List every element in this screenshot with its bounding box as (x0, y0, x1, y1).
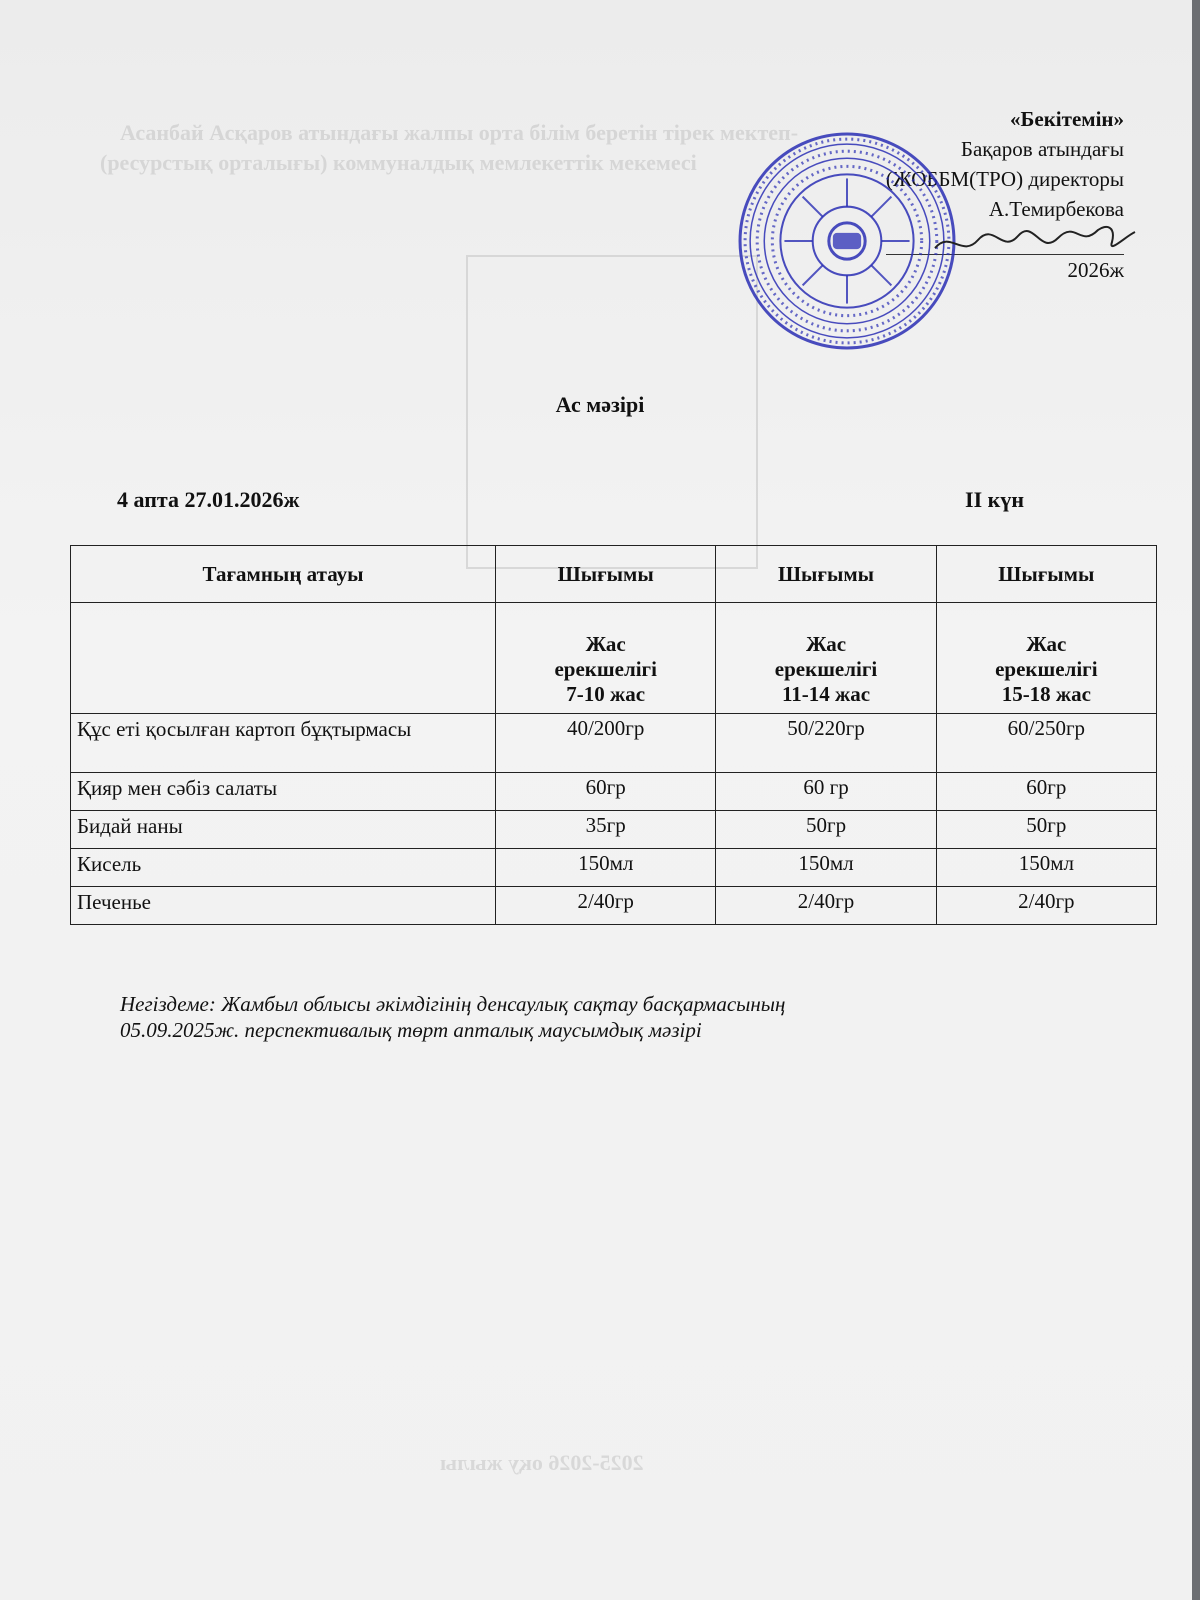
bleed-through-header-1: Асанбай Асқаров атындағы жалпы орта білім беретін тірек мектеп- (120, 120, 799, 145)
yield-value: 2/40гр (716, 887, 936, 925)
yield-value: 60гр (936, 773, 1156, 811)
yield-value: 35гр (496, 811, 716, 849)
dish-name: Құс еті қосылған картоп бұқтырмасы (71, 714, 496, 773)
age-group-row (71, 603, 1157, 714)
director-signature (930, 218, 1140, 268)
bleed-through-footer: 2025-2026 оқу жылы (440, 1450, 644, 1475)
basis-line-2: 05.09.2025ж. перспективалық төрт апталық маусымдық мәзірі (120, 1018, 702, 1042)
dish-name: Кисель (71, 849, 496, 887)
approval-line-2: (ЖОББМ(ТРО) директоры (885, 167, 1124, 191)
yield-value: 60/250гр (936, 714, 1156, 773)
age-group-cell: Жас ерекшелігі 7-10 жас (496, 603, 716, 714)
table-row (71, 811, 1157, 849)
table-row (71, 714, 1157, 773)
header-yield-2: Шығымы (716, 546, 936, 603)
yield-value: 60гр (496, 773, 716, 811)
table-header-row (71, 546, 1157, 603)
page-title: Ас мәзірі (555, 392, 645, 417)
bleed-through-header-2: (ресурстық орталығы) коммуналдық мемлекеттік мекемесі (100, 150, 697, 175)
yield-value: 150мл (936, 849, 1156, 887)
yield-value: 2/40гр (936, 887, 1156, 925)
header-yield-1: Шығымы (496, 546, 716, 603)
yield-value: 50гр (716, 811, 936, 849)
yield-value: 40/200гр (496, 714, 716, 773)
approval-heading: «Бекітемін» (1009, 107, 1124, 131)
age-group-empty-cell (71, 603, 496, 714)
week-date-label: 4 апта 27.01.2026ж (117, 487, 300, 512)
yield-value: 150мл (496, 849, 716, 887)
approval-signatory: А.Темирбекова (988, 197, 1124, 221)
age-group-cell: Жас ерекшелігі 15-18 жас (936, 603, 1156, 714)
official-seal-stamp (736, 130, 958, 352)
dish-name: Печенье (71, 887, 496, 925)
menu-table (70, 545, 1157, 925)
basis-note (120, 991, 785, 1043)
basis-line-1: Негіздеме: Жамбыл облысы әкімдігінің денсаулық сақтау басқармасының (120, 992, 786, 1016)
yield-value: 50/220гр (716, 714, 936, 773)
age-group-cell: Жас ерекшелігі 11-14 жас (716, 603, 936, 714)
yield-value: 50гр (936, 811, 1156, 849)
approval-line-1: Бақаров атындағы (960, 137, 1124, 161)
paper-edge (1192, 0, 1200, 1600)
dish-name: Қияр мен сәбіз салаты (71, 773, 496, 811)
yield-value: 150мл (716, 849, 936, 887)
dish-name: Бидай наны (71, 811, 496, 849)
day-label: II күн (965, 487, 1024, 512)
yield-value: 60 гр (716, 773, 936, 811)
yield-value: 2/40гр (496, 887, 716, 925)
table-row (71, 849, 1157, 887)
header-yield-3: Шығымы (936, 546, 1156, 603)
approval-date: 2026ж (1067, 258, 1124, 282)
header-dish-name: Тағамның атауы (71, 546, 496, 603)
table-row (71, 773, 1157, 811)
table-row (71, 887, 1157, 925)
